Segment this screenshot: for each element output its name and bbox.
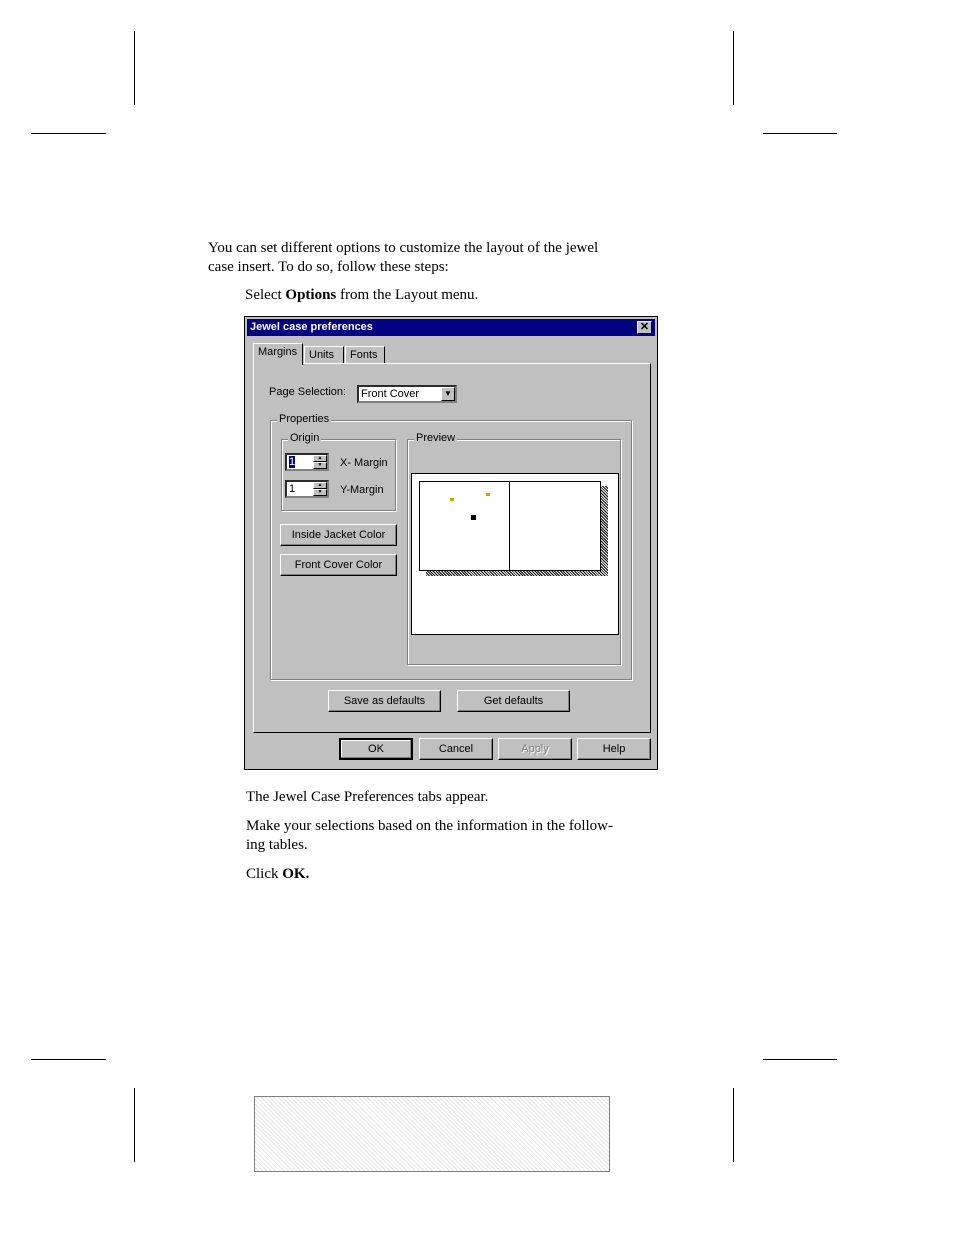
get-defaults-label: Get defaults [483, 695, 544, 707]
tab-fonts[interactable] [345, 346, 385, 364]
crop-mark [733, 31, 734, 105]
crop-mark [134, 31, 135, 105]
front-cover-color-label: Front Cover Color [294, 559, 383, 571]
cancel-label: Cancel [438, 743, 474, 755]
step1-suffix: from the Layout menu. [336, 287, 479, 303]
ok-button[interactable] [339, 738, 413, 760]
spin-up-icon[interactable]: ▲ [313, 455, 327, 462]
make-selections-paragraph [246, 817, 613, 855]
tab-margins[interactable] [253, 343, 303, 365]
intro-line-1: You can set different options to customize the layout of the jewel [208, 240, 599, 256]
spin-up-icon[interactable]: ▲ [313, 482, 327, 489]
crop-mark [31, 1059, 106, 1060]
help-label: Help [602, 743, 626, 755]
step3-prefix: Click [246, 866, 283, 882]
page-selection-label: Page Selection: [269, 386, 347, 398]
preview-label: Preview [416, 432, 456, 444]
crop-mark [763, 133, 837, 134]
ok-label: OK [368, 743, 384, 755]
cancel-button[interactable] [419, 738, 493, 760]
x-margin-value: 1 [289, 456, 296, 468]
step-select-options [245, 286, 478, 305]
inside-jacket-color-label: Inside Jacket Color [291, 529, 386, 541]
close-button[interactable] [637, 321, 652, 334]
jewel-case-preferences-dialog [244, 316, 658, 770]
crop-mark [763, 1059, 837, 1060]
x-margin-label: X- Margin [340, 457, 388, 469]
chevron-down-icon[interactable]: ▼ [441, 387, 455, 401]
intro-line-2: case insert. To do so, follow these steps: [208, 259, 449, 275]
margins-tab-panel [253, 363, 651, 733]
apply-label: Apply [521, 743, 549, 755]
footer-placeholder-box [254, 1096, 610, 1172]
spin-down-icon[interactable]: ▼ [313, 489, 327, 496]
step-click-ok [246, 865, 309, 884]
crop-mark [733, 1088, 734, 1162]
after1-text: The Jewel Case Preferences tabs appear. [246, 789, 489, 805]
properties-label: Properties [279, 413, 330, 425]
help-button[interactable] [577, 738, 651, 760]
tab-units-label: Units [309, 349, 335, 361]
tab-units[interactable] [304, 346, 344, 364]
crop-mark [134, 1088, 135, 1162]
page-selection-value: Front Cover [361, 388, 420, 400]
intro-paragraph [208, 239, 598, 277]
tab-fonts-label: Fonts [350, 349, 378, 361]
step3-bold: OK. [282, 866, 310, 882]
tabs-appear-note [246, 788, 488, 807]
title-bar[interactable] [247, 319, 655, 336]
y-margin-value: 1 [289, 483, 296, 495]
crop-mark [31, 133, 106, 134]
apply-button[interactable] [498, 738, 572, 760]
y-margin-label: Y-Margin [340, 484, 384, 496]
step1-bold: Options [285, 287, 337, 303]
after2-line-1: Make your selections based on the information in the follow- [246, 818, 613, 834]
spin-down-icon[interactable]: ▼ [313, 462, 327, 469]
save-as-defaults-label: Save as defaults [343, 695, 426, 707]
close-icon: ✕ [639, 321, 650, 333]
tab-margins-label: Margins [258, 346, 298, 358]
dialog-title: Jewel case preferences [250, 321, 373, 333]
step1-prefix: Select [245, 287, 286, 303]
after2-line-2: ing tables. [246, 837, 308, 853]
origin-label: Origin [290, 432, 320, 444]
